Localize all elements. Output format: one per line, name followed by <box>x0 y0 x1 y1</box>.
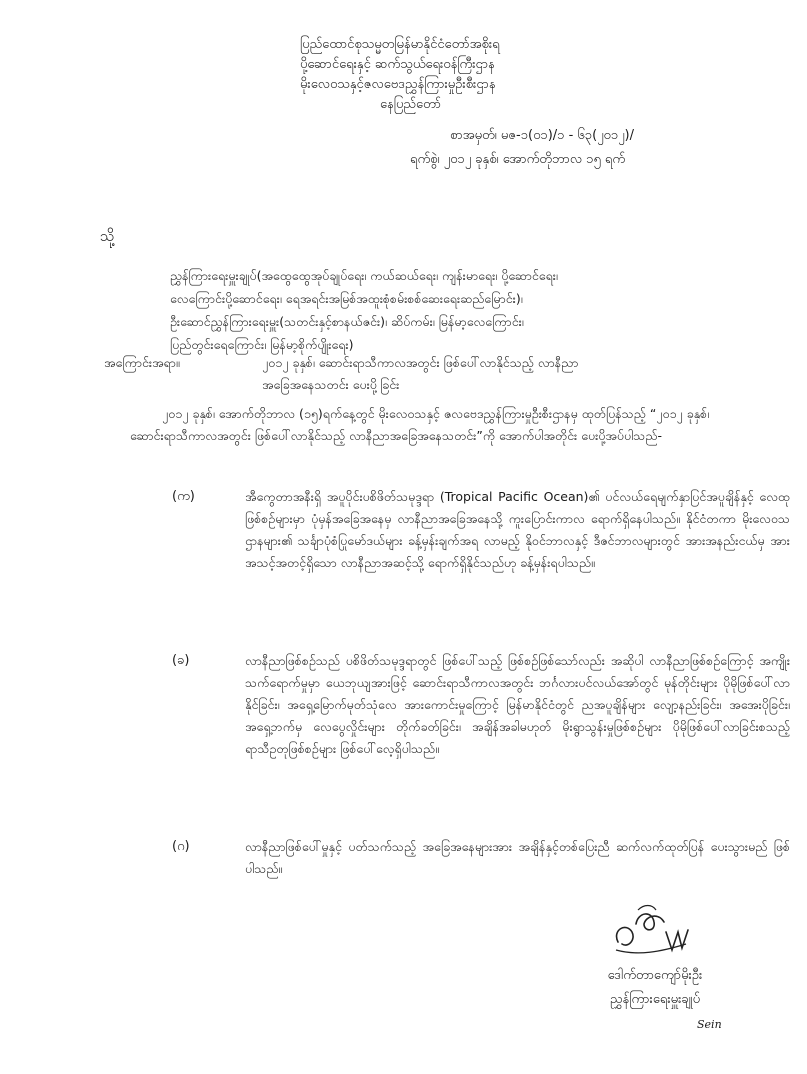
handwritten-signature <box>608 902 690 960</box>
intro-paragraph: ၂၀၁၂ ခုနှစ်၊ အောက်တိုဘာလ (၁၅)ရက်နေ့တွင် မိုးလေဝသနှင့် ဇလဗေဒညွှန်ကြားမှုဦးစီးဌာနမှ ထုတ်ပြန်သည့် “၂၀၁၂ ခုနှစ်၊ ဆောင်းရာသီကာလအတွင်း ဖြစ်ပေါ်လာနိုင်သည့် လာနီညာအခြေအနေသတင်း”ကို အောက်ပါအတိုင်း ပေးပို့အပ်ပါသည်- <box>130 406 710 443</box>
to-label: သို့ <box>100 227 115 245</box>
letterhead <box>300 35 500 115</box>
signer-name: ဒေါက်တာကျော်မိုးဦး <box>607 968 703 983</box>
item-text: လာနီညာဖြစ်စဉ်သည် ပစိဖိတ်သမုဒ္ဒရာတွင် ဖြစ်ပေါ်သည့် ဖြစ်စဉ်ဖြစ်သော်လည်း အဆိုပါ လာနီညာဖြစ်စဉ်ကြောင့် အကျိုးသက်ရောက်မှုမှာ ယေဘုယျအားဖြင့် ဆောင်းရာသီကာလအတွင်း ဘင်္ဂလားပင်လယ်အော်တွင် မုန်တိုင်းများ ပိုမိုဖြစ်ပေါ်လာနိုင်ခြင်း၊ အရှေ့မြောက်မုတ်သုံလေ အားကောင်းမှုကြောင့် မြန်မာနိုင်ငံတွင် ညအပူချိန်များ လျော့နည်းခြင်း၊ အအေးပိုခြင်း၊ အရှေ့ဘက်မှ လေပွေလှိုင်းများ တိုက်ခတ်ခြင်း၊ အချိန်အခါမဟုတ် မိုးရွာသွန်းမှုဖြစ်စဉ်များ ပိုမိုဖြစ်ပေါ်လာခြင်းစသည့် ရာသီဥတုဖြစ်စဉ်များ ဖြစ်ပေါ်လေ့ရှိပါသည်။ <box>245 653 790 756</box>
recipient-line: ပြည်တွင်းရေကြောင်း၊ မြန်မာ့စိုက်ပျိုးရေး) <box>170 337 354 352</box>
department-name: မိုးလေဝသနှင့်ဇလဗေဒညွှန်ကြားမှုဦးစီးဌာန <box>300 77 496 92</box>
letter-date: ရက်စွဲ၊ ၂၀၁၂ ခုနှစ်၊ အောက်တိုဘာလ ၁၅ ရက် <box>410 152 626 167</box>
signer-title: ညွှန်ကြားရေးမှူးချုပ် <box>609 992 701 1007</box>
subject-label: အကြောင်းအရာ။ <box>104 355 180 370</box>
item-number: (ဂ) <box>172 839 190 854</box>
recipient-list <box>170 264 640 356</box>
recipient-line: ဦးဆောင်ညွှန်ကြားရေးမှူး(သတင်းနှင့်စာနယ်ဇင်း)၊ ဆိပ်ကမ်း၊ မြန်မာ့လေကြောင်း၊ <box>170 314 524 329</box>
item-number: (က) <box>172 489 195 504</box>
signature-block <box>570 964 740 1012</box>
item-number: (ခ) <box>172 653 190 668</box>
initials-mark: Sein <box>697 1018 722 1031</box>
recipient-line: လေကြောင်းပို့ဆောင်ရေး၊ ရေအရင်းအမြစ်အထူးစုံစမ်းစစ်ဆေးရေးဆည်မြောင်း)၊ <box>170 291 523 306</box>
government-name: ပြည်ထောင်စုသမ္မတမြန်မာနိုင်ငံတော်အစိုးရ <box>300 37 500 52</box>
recipient-line: ညွှန်ကြားရေးမှူးချုပ်(အထွေထွေအုပ်ချုပ်ရေး၊ ကယ်ဆယ်ရေး၊ ကျန်းမာရေး၊ ပို့ဆောင်ရေး၊ <box>170 268 558 283</box>
subject-text: ၂၀၁၂ ခုနှစ်၊ ဆောင်းရာသီကာလအတွင်း ဖြစ်ပေါ်လာနိုင်သည့် လာနီညာအခြေအနေသတင်း ပေးပို့ခြင်း <box>262 355 579 392</box>
item-text: အီကွေတာအနီးရှိ အပူပိုင်းပစိဖိတ်သမုဒ္ဒရာ (Tropical Pacific Ocean)၏ ပင်လယ်ရေမျက်နှာပြင်အပူချိန်နှင့် လေထုဖြစ်စဉ်များမှာ ပုံမှန်အခြေအနေမှ လာနီညာအခြေအနေသို့ ကူးပြောင်းကာလ ရောက်ရှိနေပါသည်။ နိုင်ငံတကာ မိုးလေဝသဌာနများ၏ သင်္ချာပုံစံပြုမော်ဒယ်များ ခန့်မှန်းချက်အရ လာမည့် နိုဝင်ဘာလနှင့် ဒီဇင်ဘာလများတွင် အားအနည်းငယ်မှ အားအသင့်အတင့်ရှိသော လာနီညာအဆင့်သို့ ရောက်ရှိနိုင်သည်ဟု ခန့်မှန်းရပါသည်။ <box>245 489 790 570</box>
ministry-name: ပို့ဆောင်ရေးနှင့် ဆက်သွယ်ရေးဝန်ကြီးဌာန <box>300 57 495 72</box>
item-text: လာနီညာဖြစ်ပေါ်မှုနှင့် ပတ်သက်သည့် အခြေအနေများအား အချိန်နှင့်တစ်ပြေးညီ ဆက်လက်ထုတ်ပြန် ပေးသွားမည် ဖြစ်ပါသည်။ <box>245 839 790 876</box>
city-name: နေပြည်တော် <box>380 97 442 112</box>
letter-reference <box>450 126 634 146</box>
letter-number: စာအမှတ်၊ မဇ-၁(၀၁)/၁ - ၆၃(၂၀၁၂)/ <box>450 128 634 143</box>
